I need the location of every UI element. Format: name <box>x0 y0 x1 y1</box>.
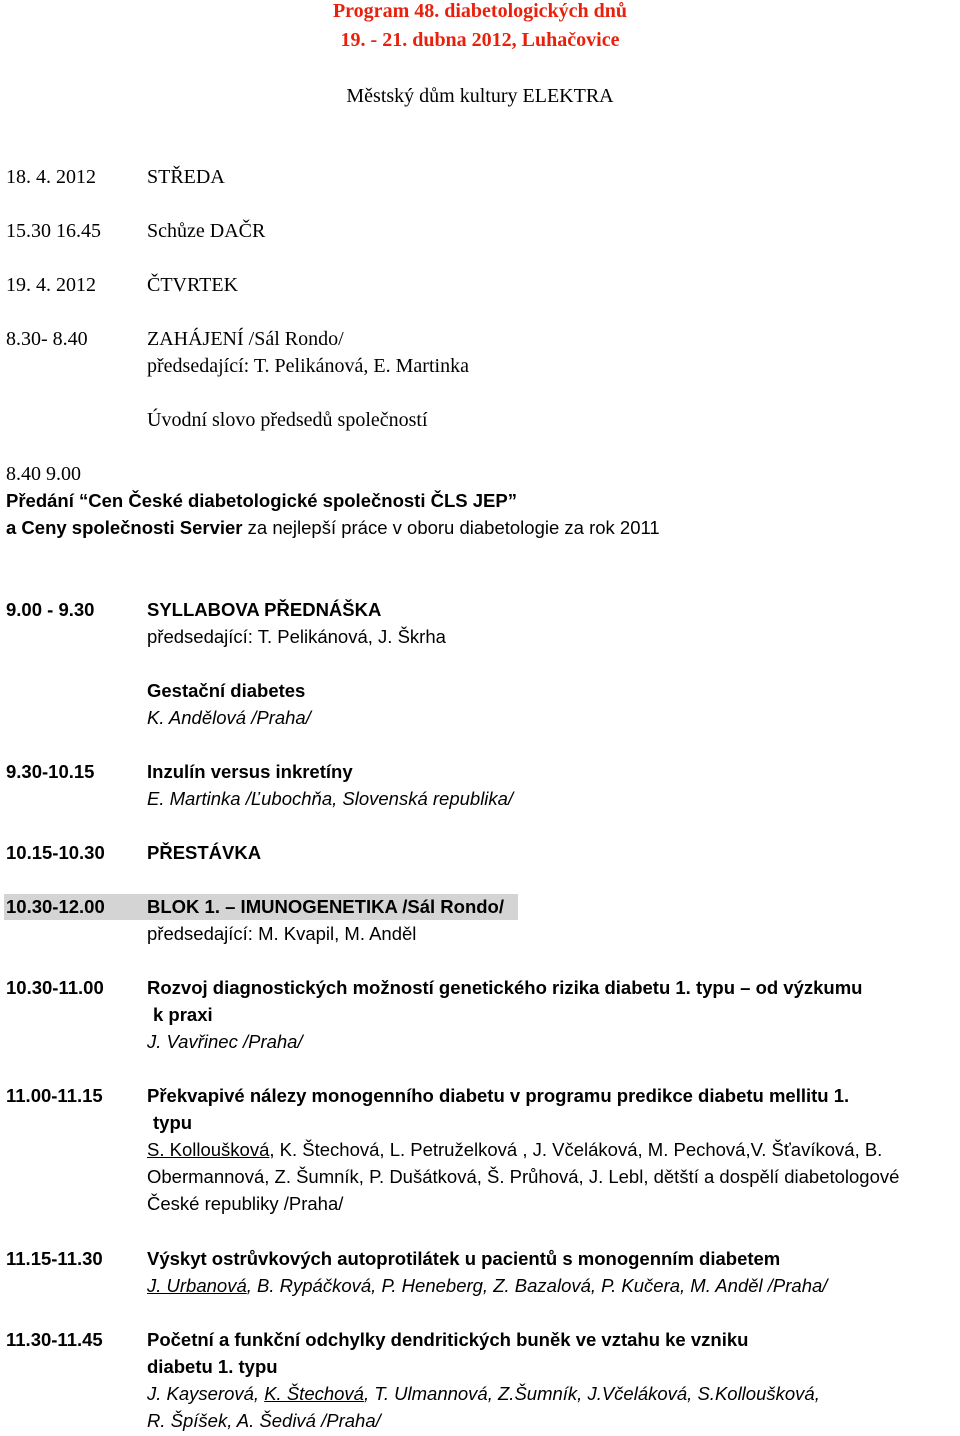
talk-title-line: Překvapivé nálezy monogenního diabetu v programu predikce diabetu mellitu 1. <box>147 1085 850 1106</box>
program-title: Program 48. diabetologických dnů <box>332 0 628 22</box>
talk-authors-line: Obermannová, Z. Šumník, P. Dušátková, Š. Průhová, J. Lebl, dětští a dospělí diabetologové <box>147 1166 900 1187</box>
meeting-time: 15.30 16.45 <box>6 220 101 242</box>
talk-title-line: Početní a funkční odchylky dendritických buněk ve vztahu ke vzniku <box>147 1329 749 1350</box>
syllabus-time: 9.00 - 9.30 <box>6 599 95 620</box>
awards-time: 8.40 9.00 <box>6 463 81 485</box>
insulin-time: 9.30-10.15 <box>6 761 95 782</box>
talk-authors <box>147 1139 882 1161</box>
talk-title-line: diabetu 1. typu <box>147 1356 278 1377</box>
day2-name: ČTVRTEK <box>147 274 239 296</box>
program-dates: 19. - 21. dubna 2012, Luhačovice <box>340 29 620 51</box>
block1-title: BLOK 1. – IMUNOGENETIKA /Sál Rondo/ <box>147 896 505 917</box>
talk-authors: J. Vavřinec /Praha/ <box>147 1031 303 1052</box>
day1-name: STŘEDA <box>147 166 225 188</box>
co-authors: , B. Rypáčková, P. Heneberg, Z. Bazalová, P. Kučera, M. Anděl /Praha/ <box>246 1275 828 1296</box>
awards-line2-rest: za nejlepší práce v oboru diabetologie za rok 2011 <box>242 517 660 538</box>
talk-authors-line: R. Špíšek, A. Šedivá /Praha/ <box>147 1410 381 1431</box>
syllabus-talk-title: Gestační diabetes <box>147 680 306 701</box>
co-authors: , K. Štechová, L. Petruželková , J. Včeláková, M. Pechová,V. Šťavíková, B. <box>269 1139 883 1160</box>
syllabus-title: SYLLABOVA PŘEDNÁŠKA <box>147 599 382 620</box>
break-title: PŘESTÁVKA <box>147 842 262 863</box>
presenting-author: S. Kolloušková <box>147 1139 270 1160</box>
venue: Městský dům kultury ELEKTRA <box>346 85 614 107</box>
opening-title: ZAHÁJENÍ /Sál Rondo/ <box>147 328 344 350</box>
co-authors-pre: J. Kayserová, <box>147 1383 265 1404</box>
insulin-speaker: E. Martinka /Ľubochňa, Slovenská republika/ <box>147 788 514 809</box>
talk-authors <box>147 1383 820 1405</box>
insulin-title: Inzulín versus inkretíny <box>147 761 353 782</box>
talk-title-line: Výskyt ostrůvkových autoprotilátek u pacientů s monogenním diabetem <box>147 1248 781 1269</box>
talk-title-line: typu <box>153 1112 193 1133</box>
presenting-author: J. Urbanová <box>147 1275 247 1296</box>
co-authors: , T. Ulmannová, Z.Šumník, J.Včeláková, S.Kolloušková, <box>363 1383 820 1404</box>
talk-title-line: Rozvoj diagnostických možností genetického rizika diabetu 1. typu – od výzkumu <box>147 977 863 998</box>
talk-time: 10.30-11.00 <box>6 977 104 998</box>
opening-chairs: předsedající: T. Pelikánová, E. Martinka <box>147 355 469 377</box>
block1-time: 10.30-12.00 <box>6 896 105 917</box>
talk-authors <box>147 1275 827 1297</box>
day1-date: 18. 4. 2012 <box>6 166 96 188</box>
presenting-author: K. Štechová <box>264 1383 364 1404</box>
opening-welcome: Úvodní slovo předsedů společností <box>147 409 428 431</box>
meeting-title: Schůze DAČR <box>147 220 266 242</box>
opening-time: 8.30- 8.40 <box>6 328 88 350</box>
awards-line2 <box>6 517 660 539</box>
awards-line2-bold: a Ceny společnosti Servier <box>6 517 243 538</box>
talk-authors-line: České republiky /Praha/ <box>147 1193 344 1214</box>
break-time: 10.15-10.30 <box>6 842 105 863</box>
syllabus-talk-speaker: K. Andělová /Praha/ <box>147 707 311 728</box>
talk-time: 11.00-11.15 <box>6 1085 103 1106</box>
talk-time: 11.15-11.30 <box>6 1248 103 1269</box>
block1-chairs: předsedající: M. Kvapil, M. Anděl <box>147 923 417 944</box>
awards-line1: Předání “Cen České diabetologické společnosti ČLS JEP” <box>6 490 517 511</box>
syllabus-chairs: předsedající: T. Pelikánová, J. Škrha <box>147 626 446 647</box>
day2-date: 19. 4. 2012 <box>6 274 96 296</box>
talk-time: 11.30-11.45 <box>6 1329 103 1350</box>
talk-title-line: k praxi <box>153 1004 213 1025</box>
